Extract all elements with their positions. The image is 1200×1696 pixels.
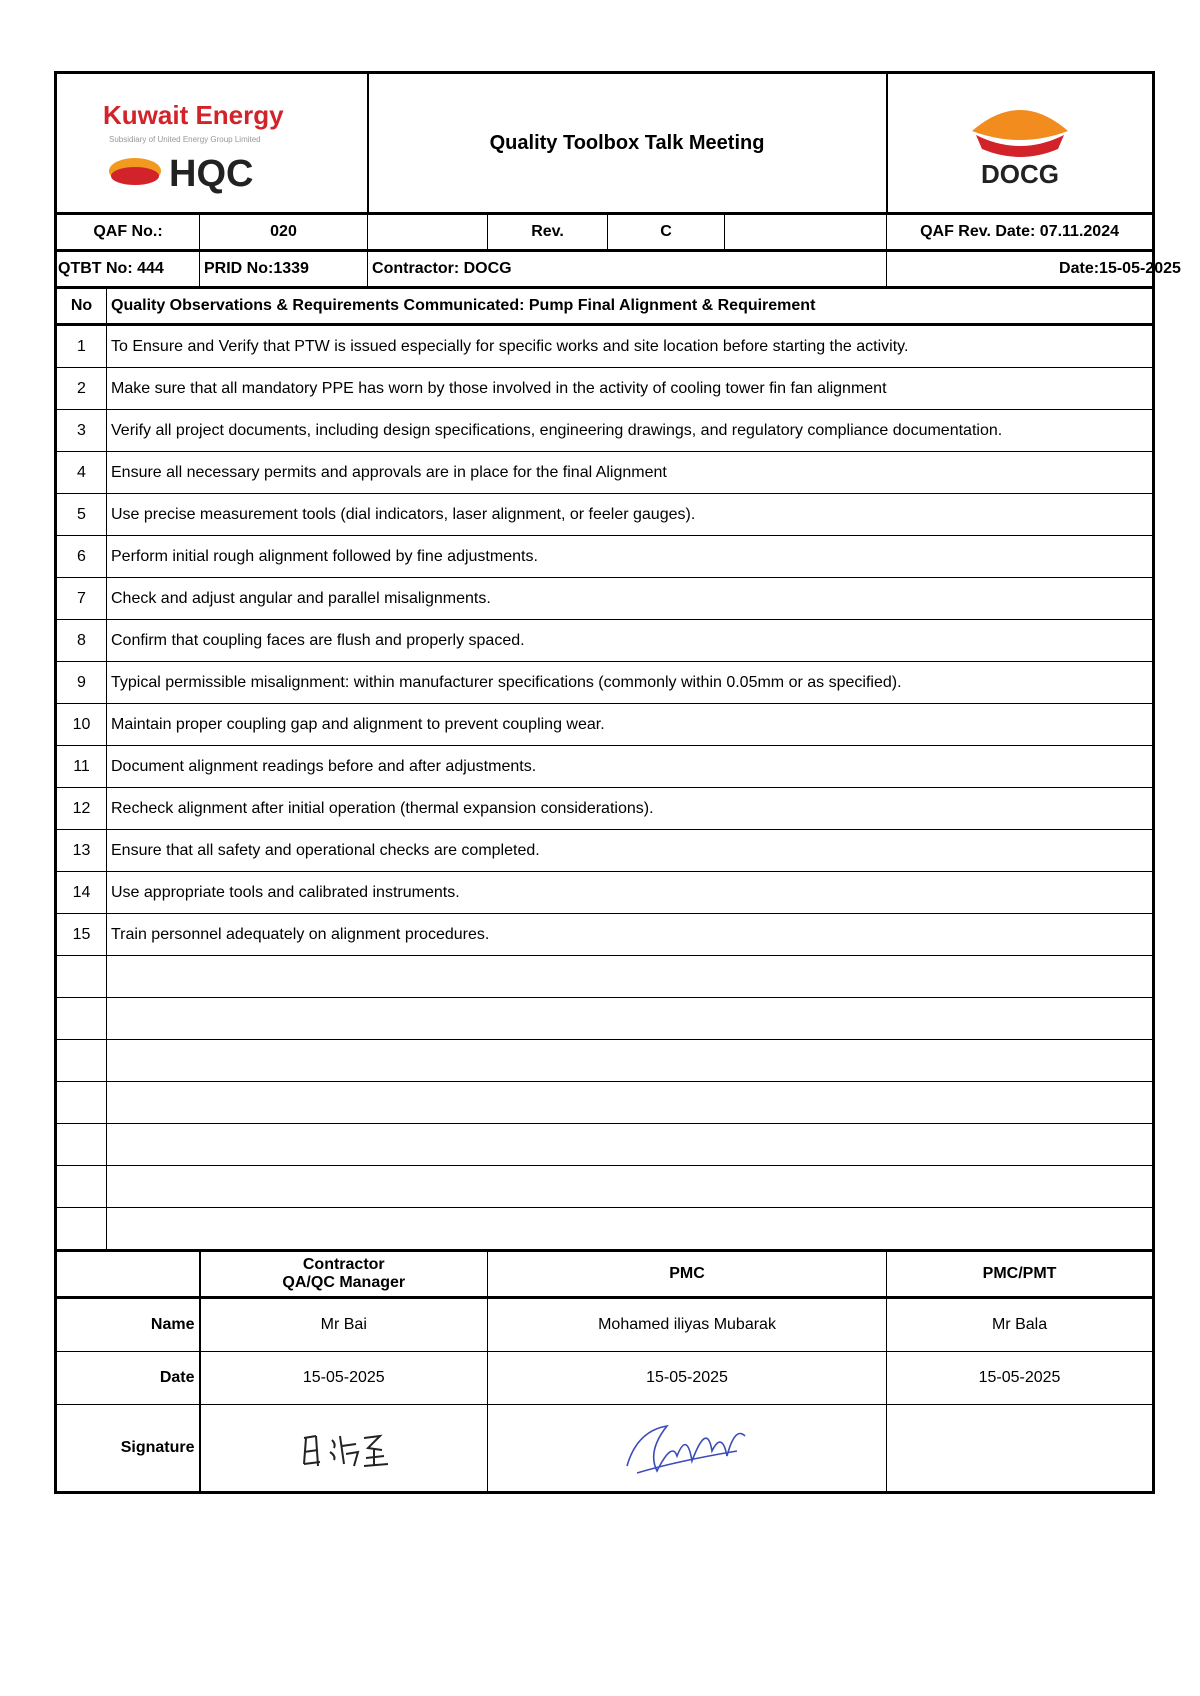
no-header: No xyxy=(56,288,107,325)
right-logo-cell xyxy=(887,73,1154,214)
list-item: 15 Train personnel adequately on alignment procedures. xyxy=(56,914,1154,956)
list-item: 10 Maintain proper coupling gap and alignment to prevent coupling wear. xyxy=(56,704,1154,746)
empty-row xyxy=(56,1124,1154,1166)
name-pmc-pmt: Mr Bala xyxy=(887,1298,1154,1352)
list-item: 7 Check and adjust angular and parallel misalignments. xyxy=(56,578,1154,620)
list-item: 13 Ensure that all safety and operational checks are completed. xyxy=(56,830,1154,872)
qaqc-manager-label: QA/QC Manager xyxy=(282,1274,406,1291)
signature-label: Signature xyxy=(56,1405,200,1493)
list-item: 12 Recheck alignment after initial operation (thermal expansion considerations). xyxy=(56,788,1154,830)
name-contractor: Mr Bai xyxy=(200,1298,488,1352)
form-table xyxy=(54,71,1181,1494)
rev-label: Rev. xyxy=(488,214,608,251)
qaf-rev-date: QAF Rev. Date: 07.11.2024 xyxy=(887,214,1154,251)
date-pmc: 15-05-2025 xyxy=(488,1352,887,1405)
svg-text:HQC: HQC xyxy=(168,152,254,195)
docg-logo xyxy=(950,91,1090,191)
empty-row xyxy=(56,956,1154,998)
signature-pmc-pmt xyxy=(887,1405,1154,1493)
list-item: 3 Verify all project documents, including design specifications, engineering drawings, and regulatory compliance documentation. xyxy=(56,410,1154,452)
left-logo-cell xyxy=(56,73,368,214)
empty-row xyxy=(56,1208,1154,1251)
qtbt-number: QTBT No: 444 xyxy=(56,251,200,288)
date-contractor: 15-05-2025 xyxy=(200,1352,488,1405)
empty-row xyxy=(56,1082,1154,1124)
blank-cell xyxy=(368,214,488,251)
empty-row xyxy=(56,1166,1154,1208)
svg-text:Subsidiary of United Energy Gr: Subsidiary of United Energy Group Limited xyxy=(108,134,261,144)
name-pmc: Mohamed iliyas Mubarak xyxy=(488,1298,887,1352)
report-date: Date:15-05-2025 xyxy=(887,251,1154,288)
signature-image xyxy=(284,1416,404,1476)
rev-value: C xyxy=(608,214,725,251)
kuwait-energy-hqc-logo xyxy=(97,86,327,196)
blank-cell xyxy=(56,1251,200,1298)
signature-contractor xyxy=(200,1405,488,1493)
list-item: 9 Typical permissible misalignment: within manufacturer specifications (commonly within 0.05mm or as specified). xyxy=(56,662,1154,704)
list-item: 6 Perform initial rough alignment followed by fine adjustments. xyxy=(56,536,1154,578)
list-item: 2 Make sure that all mandatory PPE has worn by those involved in the activity of cooling tower fin fan alignment xyxy=(56,368,1154,410)
blank-cell xyxy=(725,214,887,251)
date-pmc-pmt: 15-05-2025 xyxy=(887,1352,1154,1405)
prid-number: PRID No:1339 xyxy=(200,251,368,288)
list-item: 8 Confirm that coupling faces are flush and properly spaced. xyxy=(56,620,1154,662)
contractor-qaqc-header xyxy=(200,1251,488,1298)
empty-row xyxy=(56,998,1154,1040)
qaf-value: 020 xyxy=(200,214,368,251)
contractor-label: Contractor xyxy=(302,1256,385,1273)
document-sheet xyxy=(54,71,1181,1494)
qaf-label: QAF No.: xyxy=(56,214,200,251)
svg-text:DOCG: DOCG xyxy=(980,158,1059,189)
list-item: 11 Document alignment readings before and after adjustments. xyxy=(56,746,1154,788)
name-label: Name xyxy=(56,1298,200,1352)
pmc-pmt-header: PMC/PMT xyxy=(887,1251,1154,1298)
signature-pmc xyxy=(488,1405,887,1493)
list-item: 1 To Ensure and Verify that PTW is issued especially for specific works and site location before starting the activity. xyxy=(56,325,1154,368)
signature-image xyxy=(617,1411,757,1481)
svg-text:Kuwait Energy: Kuwait Energy xyxy=(102,99,284,130)
page-title: Quality Toolbox Talk Meeting xyxy=(368,73,887,214)
pmc-header: PMC xyxy=(488,1251,887,1298)
contractor: Contractor: DOCG xyxy=(368,251,887,288)
list-item: 14 Use appropriate tools and calibrated instruments. xyxy=(56,872,1154,914)
date-label: Date xyxy=(56,1352,200,1405)
list-item: 4 Ensure all necessary permits and approvals are in place for the final Alignment xyxy=(56,452,1154,494)
observations-header: Quality Observations & Requirements Communicated: Pump Final Alignment & Requirement xyxy=(107,288,1154,325)
empty-row xyxy=(56,1040,1154,1082)
list-item: 5 Use precise measurement tools (dial indicators, laser alignment, or feeler gauges). xyxy=(56,494,1154,536)
